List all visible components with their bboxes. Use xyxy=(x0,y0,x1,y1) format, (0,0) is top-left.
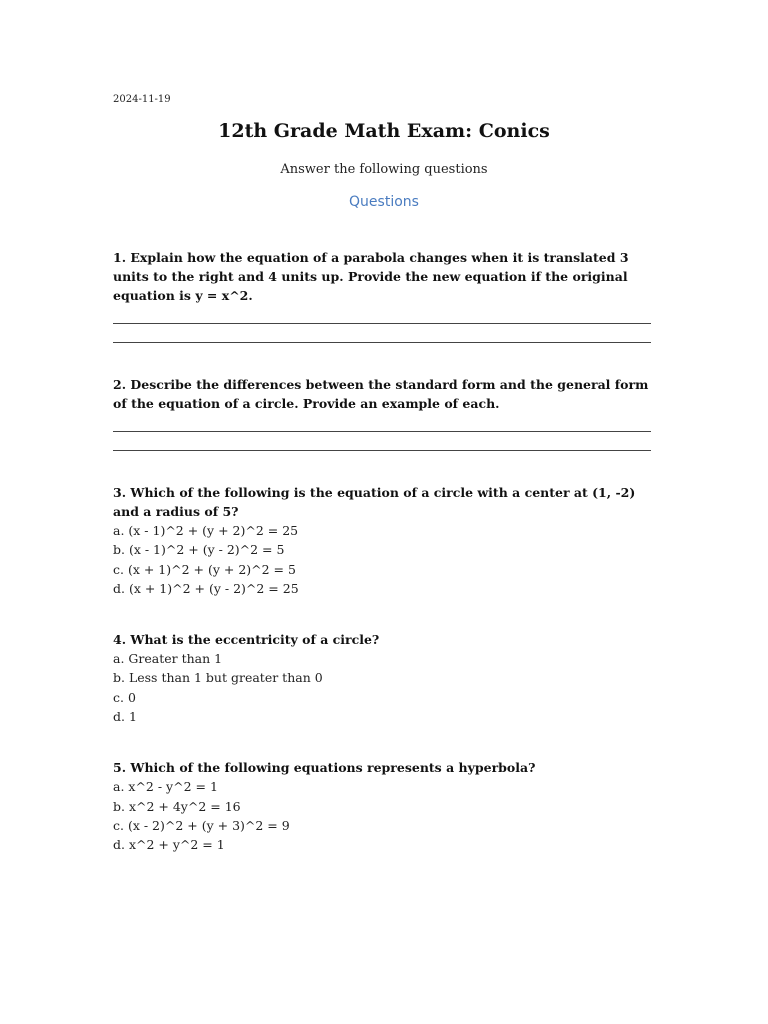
question-5 xyxy=(113,758,655,854)
answer-area[interactable] xyxy=(113,413,655,451)
question-text: 1. Explain how the equation of a parabola changes when it is translated 3 units to the right and 4 units up. Provide the new equation if the original equation is y = x^2. xyxy=(113,250,629,303)
question-text: 3. Which of the following is the equation of a circle with a center at (1, -2) and a radius of 5? xyxy=(113,485,636,519)
question-text: 5. Which of the following equations represents a hyperbola? xyxy=(113,760,536,776)
question-3 xyxy=(113,483,655,598)
exam-title: 12th Grade Math Exam: Conics xyxy=(218,120,550,142)
option-d: d. x^2 + y^2 = 1 xyxy=(113,837,225,853)
option-b: b. Less than 1 but greater than 0 xyxy=(113,670,323,686)
questions-heading: Questions xyxy=(349,194,419,210)
option-c: c. (x - 2)^2 + (y + 3)^2 = 9 xyxy=(113,817,290,833)
option-b: b. x^2 + 4y^2 = 16 xyxy=(113,798,241,814)
option-c: c. 0 xyxy=(113,689,136,705)
questions-list xyxy=(113,248,655,887)
question-4 xyxy=(113,630,655,726)
question-text: 4. What is the eccentricity of a circle? xyxy=(113,632,380,648)
option-a: a. (x - 1)^2 + (y + 2)^2 = 25 xyxy=(113,523,299,538)
answer-area[interactable] xyxy=(113,305,655,343)
option-c: c. (x + 1)^2 + (y + 2)^2 = 5 xyxy=(113,561,296,577)
option-d: d. (x + 1)^2 + (y - 2)^2 = 25 xyxy=(113,580,299,596)
question-1 xyxy=(113,248,655,343)
answer-line[interactable] xyxy=(113,432,651,451)
option-a: a. x^2 - y^2 = 1 xyxy=(113,779,218,795)
option-d: d. 1 xyxy=(113,709,137,725)
option-b: b. (x - 1)^2 + (y - 2)^2 = 5 xyxy=(113,542,285,558)
answer-line[interactable] xyxy=(113,413,651,432)
answer-line[interactable] xyxy=(113,324,651,343)
question-text: 2. Describe the differences between the standard form and the general form of the equation of a circle. Provide an example of each. xyxy=(113,377,649,411)
exam-date: 2024-11-19 xyxy=(113,94,171,105)
answer-line[interactable] xyxy=(113,305,651,324)
exam-instructions: Answer the following questions xyxy=(280,162,488,177)
question-2 xyxy=(113,375,655,451)
option-a: a. Greater than 1 xyxy=(113,651,223,667)
